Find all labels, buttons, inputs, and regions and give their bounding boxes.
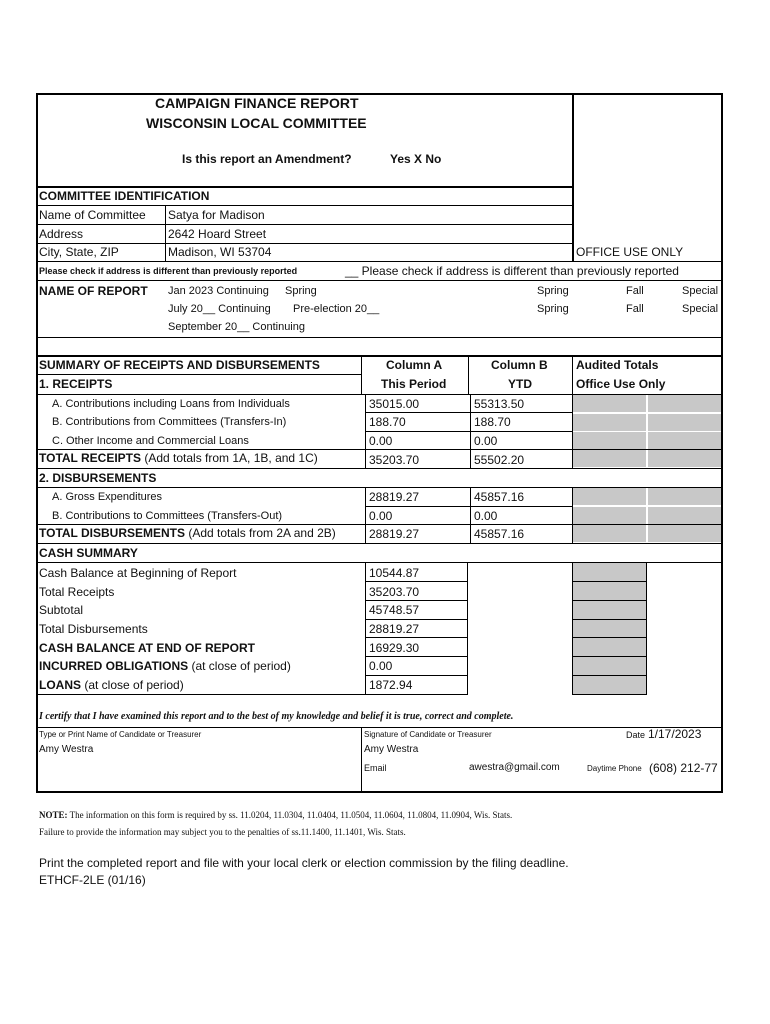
report-option-spring[interactable]: Spring bbox=[285, 285, 317, 297]
disbursements-row-a-label: A. Gross Expenditures bbox=[52, 491, 163, 503]
report-option-pre-election[interactable]: Pre-election 20__ bbox=[293, 303, 380, 315]
office-use-cell bbox=[573, 432, 646, 449]
divider bbox=[572, 619, 647, 620]
address-field[interactable]: 2642 Hoard Street bbox=[168, 227, 267, 241]
divider bbox=[36, 727, 723, 728]
divider bbox=[36, 374, 361, 375]
disbursements-section-title: 2. DISBURSEMENTS bbox=[39, 471, 157, 485]
cash-subtotal-value[interactable]: 45748.57 bbox=[369, 603, 420, 617]
print-name-label: Type or Print Name of Candidate or Treasurer bbox=[39, 730, 202, 739]
divider bbox=[36, 186, 574, 188]
incurred-obligations-label: INCURRED OBLIGATIONS (at close of period) bbox=[39, 659, 291, 673]
receipts-section-title: 1. RECEIPTS bbox=[39, 377, 113, 391]
divider bbox=[36, 468, 723, 469]
receipts-row-a-col-b[interactable]: 55313.50 bbox=[474, 397, 525, 411]
cash-begin-value[interactable]: 10544.87 bbox=[369, 566, 420, 580]
report-option-spring-3[interactable]: Spring bbox=[537, 303, 569, 315]
total-disbursements-col-b[interactable]: 45857.16 bbox=[474, 527, 525, 541]
divider bbox=[572, 355, 573, 395]
committee-name-field[interactable]: Satya for Madison bbox=[168, 208, 265, 222]
signature-label: Signature of Candidate or Treasurer bbox=[364, 730, 492, 739]
divider bbox=[165, 205, 166, 261]
cash-subtotal-label: Subtotal bbox=[39, 603, 84, 617]
divider bbox=[572, 675, 647, 676]
divider bbox=[36, 261, 723, 262]
office-use-cell bbox=[648, 488, 721, 505]
disbursements-row-a-col-b[interactable]: 45857.16 bbox=[474, 490, 525, 504]
form-id: ETHCF-2LE (01/16) bbox=[39, 873, 146, 887]
receipts-row-c-col-b[interactable]: 0.00 bbox=[474, 434, 498, 448]
report-option-september-continuing[interactable]: September 20__ Continuing bbox=[168, 321, 305, 333]
divider bbox=[470, 487, 471, 543]
cash-receipts-value[interactable]: 35203.70 bbox=[369, 585, 420, 599]
divider bbox=[572, 637, 647, 638]
summary-title: SUMMARY OF RECEIPTS AND DISBURSEMENTS bbox=[39, 358, 320, 372]
column-a-header: Column A bbox=[386, 358, 443, 372]
office-use-cell bbox=[573, 414, 646, 431]
loans-value[interactable]: 1872.94 bbox=[369, 678, 413, 692]
cash-receipts-label: Total Receipts bbox=[39, 585, 115, 599]
total-disbursements-label: TOTAL DISBURSEMENTS (Add totals from 2A and 2B) bbox=[39, 526, 336, 540]
divider bbox=[36, 355, 723, 357]
report-option-special-2[interactable]: Special bbox=[682, 303, 719, 315]
filing-instruction: Print the completed report and file with your local clerk or election commission by the filing deadline. bbox=[39, 856, 569, 870]
penalty-note: Failure to provide the information may subject you to the penalties of ss.11.1400, 11.1401, Wis. Stats. bbox=[39, 827, 406, 837]
cash-summary-title: CASH SUMMARY bbox=[39, 546, 138, 560]
cash-disbursements-label: Total Disbursements bbox=[39, 622, 148, 636]
print-name-field[interactable]: Amy Westra bbox=[39, 744, 94, 755]
incurred-obligations-value[interactable]: 0.00 bbox=[369, 659, 393, 673]
report-option-special[interactable]: Special bbox=[682, 285, 719, 297]
office-use-cell bbox=[648, 450, 721, 467]
cash-disbursements-value[interactable]: 28819.27 bbox=[369, 622, 420, 636]
committee-name-label: Name of Committee bbox=[39, 208, 146, 222]
office-use-cell bbox=[573, 488, 646, 505]
report-option-july-continuing[interactable]: July 20__ Continuing bbox=[168, 303, 271, 315]
city-state-zip-label: City, State, ZIP bbox=[39, 245, 119, 259]
date-label: Date bbox=[626, 730, 646, 740]
office-use-cell bbox=[573, 450, 646, 467]
divider bbox=[36, 337, 723, 338]
report-option-jan-continuing[interactable]: Jan 2023 Continuing bbox=[168, 285, 269, 297]
phone-label: Daytime Phone bbox=[587, 764, 642, 773]
divider bbox=[365, 600, 468, 601]
receipts-row-c-label: C. Other Income and Commercial Loans bbox=[52, 435, 249, 447]
office-use-cell bbox=[573, 525, 646, 542]
column-a-subheader: This Period bbox=[381, 377, 447, 391]
form-title: CAMPAIGN FINANCE REPORT bbox=[155, 95, 359, 111]
office-use-cell bbox=[648, 432, 721, 449]
date-field[interactable]: 1/17/2023 bbox=[648, 727, 702, 741]
receipts-row-b-col-a[interactable]: 188.70 bbox=[369, 415, 406, 429]
divider bbox=[361, 727, 362, 793]
legal-note: NOTE: The information on this form is required by ss. 11.0204, 11.0304, 11.0404, 11.0504, 11.0604, 11.0804, 11.0904, Wis. Stats. bbox=[39, 810, 513, 820]
divider bbox=[36, 694, 468, 695]
phone-field[interactable]: (608) 212-77 bbox=[649, 761, 718, 775]
cash-begin-label: Cash Balance at Beginning of Report bbox=[39, 566, 237, 580]
divider bbox=[365, 581, 468, 582]
amendment-answer[interactable]: Yes X No bbox=[390, 152, 442, 166]
committee-section-title: COMMITTEE IDENTIFICATION bbox=[39, 189, 210, 203]
divider bbox=[365, 412, 573, 413]
report-option-spring-2[interactable]: Spring bbox=[537, 285, 569, 297]
address-change-note: Please check if address is different than previously reported bbox=[39, 266, 298, 276]
office-use-label: OFFICE USE ONLY bbox=[576, 245, 684, 259]
divider bbox=[572, 93, 574, 261]
disbursements-row-b-label: B. Contributions to Committees (Transfers-Out) bbox=[52, 510, 283, 522]
divider bbox=[365, 487, 366, 543]
city-state-zip-field[interactable]: Madison, WI 53704 bbox=[168, 245, 272, 259]
receipts-row-c-col-a[interactable]: 0.00 bbox=[369, 434, 393, 448]
divider bbox=[36, 205, 574, 206]
disbursements-row-b-col-a[interactable]: 0.00 bbox=[369, 509, 393, 523]
divider bbox=[365, 431, 573, 432]
office-use-cell bbox=[573, 507, 646, 524]
signature-field[interactable]: Amy Westra bbox=[364, 744, 419, 755]
column-b-subheader: YTD bbox=[508, 377, 532, 391]
divider bbox=[365, 656, 468, 657]
office-use-cell bbox=[648, 507, 721, 524]
receipts-row-a-label: A. Contributions including Loans from Individuals bbox=[52, 398, 290, 410]
loans-label: LOANS (at close of period) bbox=[39, 678, 184, 692]
receipts-row-a-col-a[interactable]: 35015.00 bbox=[369, 397, 420, 411]
divider bbox=[572, 600, 647, 601]
office-use-cell bbox=[573, 395, 646, 412]
total-receipts-col-a[interactable]: 35203.70 bbox=[369, 453, 420, 467]
address-label: Address bbox=[39, 227, 84, 241]
office-use-cell bbox=[648, 395, 721, 412]
office-use-cell bbox=[648, 414, 721, 431]
divider bbox=[36, 280, 723, 281]
divider bbox=[36, 543, 723, 544]
report-option-fall[interactable]: Fall bbox=[626, 285, 644, 297]
report-option-fall-2[interactable]: Fall bbox=[626, 303, 644, 315]
email-field[interactable]: awestra@gmail.com bbox=[469, 762, 560, 773]
cash-end-label: CASH BALANCE AT END OF REPORT bbox=[39, 641, 255, 655]
office-use-cell bbox=[648, 525, 721, 542]
divider bbox=[365, 619, 468, 620]
amendment-question: Is this report an Amendment? bbox=[182, 152, 352, 166]
report-name-label: NAME OF REPORT bbox=[39, 284, 148, 298]
column-b-header: Column B bbox=[491, 358, 548, 372]
disbursements-row-a-col-a[interactable]: 28819.27 bbox=[369, 490, 420, 504]
divider bbox=[572, 656, 647, 657]
divider bbox=[365, 506, 573, 507]
audited-totals-header: Audited Totals bbox=[576, 358, 659, 372]
total-receipts-label: TOTAL RECEIPTS (Add totals from 1A, 1B, and 1C) bbox=[39, 451, 318, 465]
audited-totals-subheader: Office Use Only bbox=[576, 377, 666, 391]
divider bbox=[36, 224, 574, 225]
divider bbox=[572, 581, 647, 582]
total-receipts-col-b[interactable]: 55502.20 bbox=[474, 453, 525, 467]
receipts-row-b-label: B. Contributions from Committees (Transfers-In) bbox=[52, 416, 287, 428]
receipts-row-b-col-b[interactable]: 188.70 bbox=[474, 415, 511, 429]
total-disbursements-col-a[interactable]: 28819.27 bbox=[369, 527, 420, 541]
divider bbox=[365, 637, 468, 638]
divider bbox=[572, 694, 647, 695]
divider bbox=[361, 355, 362, 395]
cash-end-value[interactable]: 16929.30 bbox=[369, 641, 420, 655]
email-label: Email bbox=[364, 763, 387, 773]
divider bbox=[468, 355, 469, 395]
address-change-checkbox[interactable]: __ Please check if address is different than previously reported bbox=[345, 264, 679, 278]
form-subtitle: WISCONSIN LOCAL COMMITTEE bbox=[146, 115, 367, 131]
divider bbox=[36, 243, 574, 244]
certification-statement: I certify that I have examined this report and to the best of my knowledge and belief it is true, correct and complete. bbox=[39, 711, 514, 722]
disbursements-row-b-col-b[interactable]: 0.00 bbox=[474, 509, 498, 523]
divider bbox=[365, 675, 468, 676]
